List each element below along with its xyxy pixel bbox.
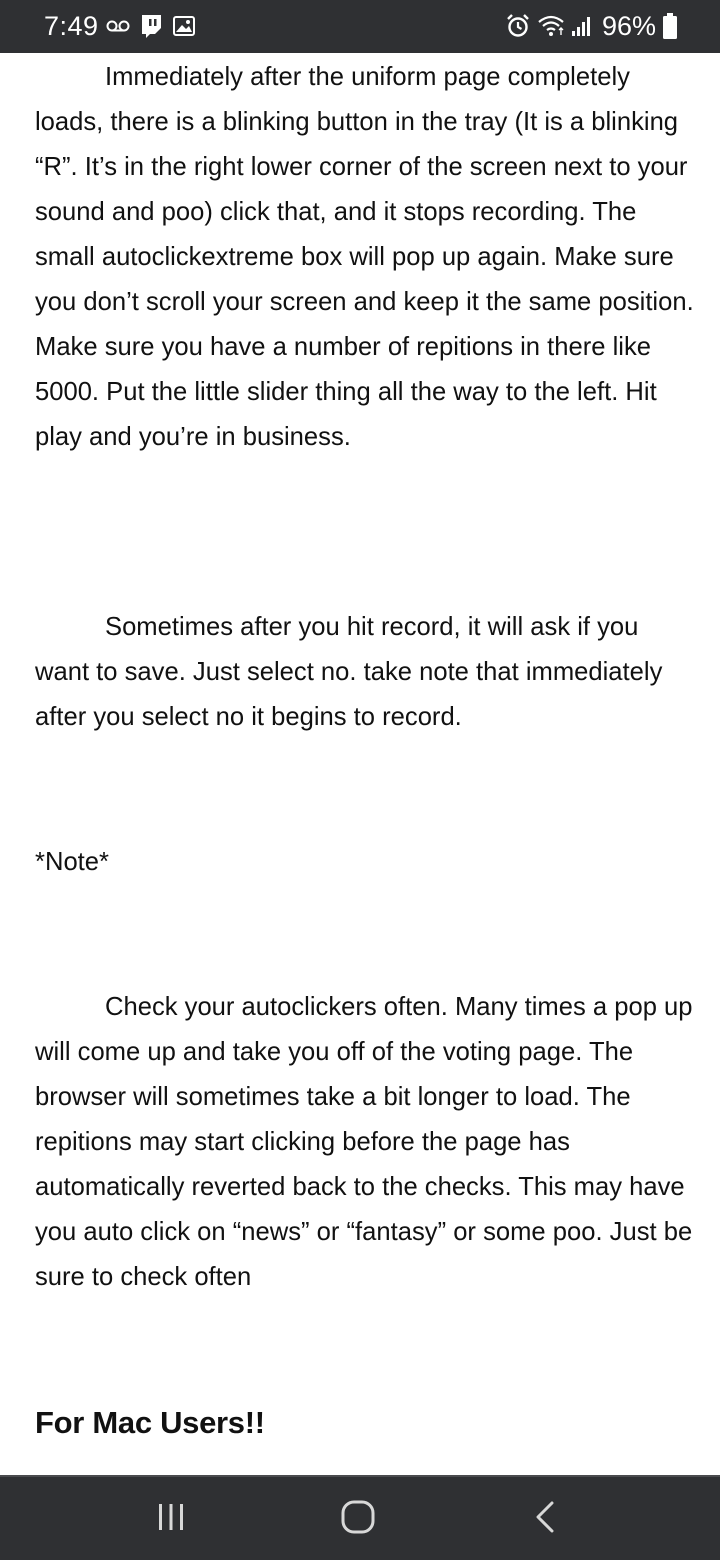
recent-apps-button[interactable]	[136, 1491, 206, 1547]
home-icon	[341, 1500, 375, 1539]
battery-icon	[662, 12, 678, 40]
image-icon	[172, 12, 196, 40]
paragraph-1: Immediately after the uniform page completely loads, there is a blinking button in the tray (It is a blinking “R”. It’s in the right lower corner of the screen next to your sound and poo) click that, and it stops recording. The small autoclickextreme box will pop up again. Make sure you don’t scroll your screen and keep it the same position. Make sure you have a number of repitions in there like 5000. Put the little slider thing all the way to the left. Hit play and you’re in business.	[35, 63, 694, 451]
heading-mac-users: For Mac Users!!	[35, 1405, 265, 1440]
alarm-icon	[504, 12, 532, 40]
home-button[interactable]	[323, 1491, 393, 1547]
twitch-icon	[139, 12, 163, 40]
article-content	[0, 53, 720, 1475]
back-icon	[533, 1500, 557, 1539]
navigation-bar	[0, 1475, 720, 1560]
signal-icon	[570, 12, 594, 40]
note-label: *Note*	[35, 848, 109, 876]
back-button[interactable]	[510, 1491, 580, 1547]
paragraph-2: Sometimes after you hit record, it will ask if you want to save. Just select no. take note that immediately after you select no it begins to record.	[35, 613, 663, 731]
status-time: 7:49	[44, 11, 99, 41]
recent-apps-icon	[156, 1502, 186, 1537]
battery-percent: 96%	[601, 11, 656, 41]
paragraph-3: Check your autoclickers often. Many times a pop up will come up and take you off of the voting page. The browser will sometimes take a bit longer to load. The repitions may start clicking before the page has automatically reverted back to the checks. This may have you auto click on “news” or “fantasy” or some poo. Just be sure to check often	[35, 993, 693, 1291]
voicemail-icon	[106, 12, 130, 40]
wifi-icon	[536, 12, 566, 40]
status-bar	[0, 0, 720, 53]
